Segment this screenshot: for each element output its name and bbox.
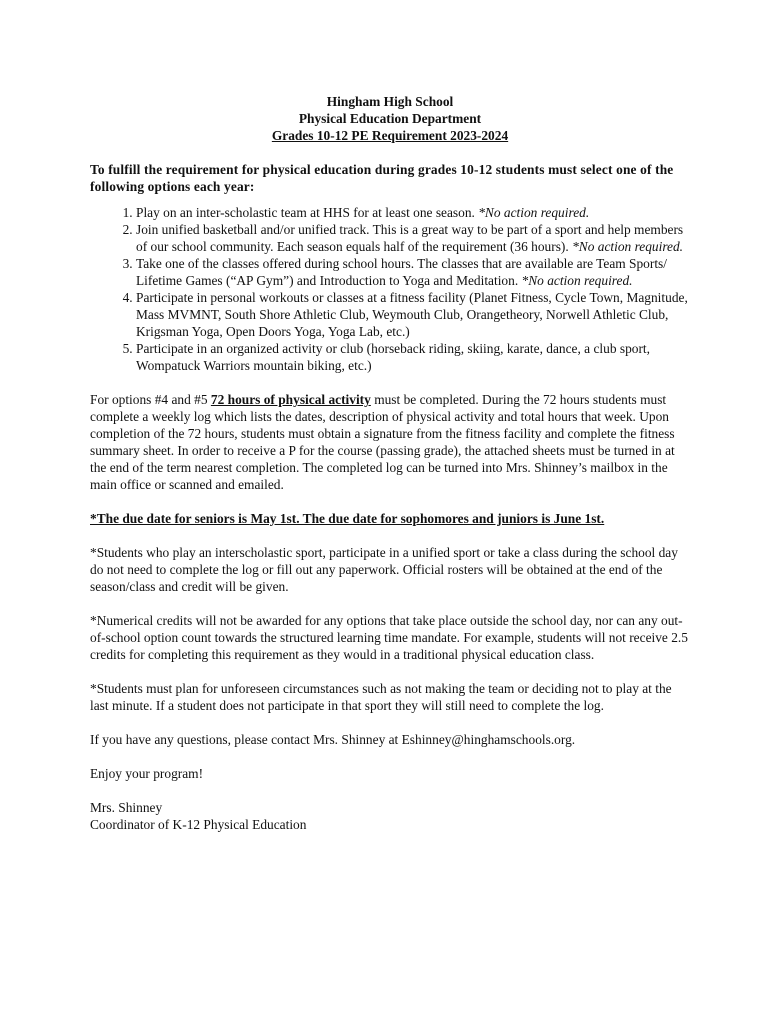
document-header (90, 93, 690, 144)
note-paragraph: *Students who play an interscholastic sport, participate in a unified sport or take a class during the school day do not need to complete the log or fill out any paperwork. Official rosters will be obtained at the end of the season/class and credit will be given. (90, 545, 678, 594)
hours-emphasis: 72 hours of physical activity (210, 392, 371, 407)
hours-paragraph (90, 391, 690, 493)
signature-title: Coordinator of K-12 Physical Education (90, 817, 307, 832)
option-text: Play on an inter-scholastic team at HHS for at least one season. (136, 205, 479, 220)
option-note: *No action required. (572, 239, 684, 254)
document-page (90, 93, 690, 833)
signature-block (90, 799, 690, 833)
option-text: Participate in personal workouts or classes at a fitness facility (Planet Fitness, Cycle Town, Magnitude, Mass MVMNT, South Shore Athletic Club, Weymouth Club, Orangetheory, Norwell Athletic Club, Krigsman Yoga, Open Doors Yoga, Yoga Lab, etc.) (136, 290, 688, 339)
intro-paragraph: To fulfill the requirement for physical education during grades 10-12 students must select one of the following options each year: (90, 162, 674, 194)
note-paragraph: *Numerical credits will not be awarded for any options that take place outside the school day, nor can any out-of-school option count towards the structured learning time mandate. For example, students will not receive 2.5 credits for completing this requirement as they would in a traditional physical education class. (90, 613, 688, 662)
signature-name: Mrs. Shinney (90, 800, 163, 815)
contact-paragraph: If you have any questions, please contact Mrs. Shinney at Eshinney@hinghamschools.org. (90, 732, 576, 747)
option-text: Take one of the classes offered during school hours. The classes that are available are Team Sports/ Lifetime Games (“AP Gym”) and Introduction to Yoga and Meditation. (136, 256, 667, 288)
department-name: Physical Education Department (298, 111, 482, 126)
option-note: *No action required. (478, 205, 590, 220)
option-item (136, 204, 690, 221)
option-item (136, 255, 690, 289)
option-note: *No action required. (521, 273, 633, 288)
option-item (136, 340, 690, 374)
document-title: Grades 10-12 PE Requirement 2023-2024 (271, 128, 509, 143)
option-item (136, 221, 690, 255)
option-text: Participate in an organized activity or club (horseback riding, skiing, karate, dance, a club sport, Wompatuck Warriors mountain biking, etc.) (136, 341, 651, 373)
options-list (90, 204, 690, 374)
hours-text-before: For options #4 and #5 (90, 392, 211, 407)
note-paragraph: *Students must plan for unforeseen circumstances such as not making the team or deciding not to play at the last minute. If a student does not participate in that sport they will still need to complete the log. (90, 681, 672, 713)
option-text: Join unified basketball and/or unified track. This is a great way to be part of a sport and help members of our school community. Each season equals half of the requirement (36 hours). (136, 222, 684, 254)
hours-text-after: must be completed. During the 72 hours students must complete a weekly log which lists the dates, description of physical activity and total hours that week. Upon completion of the 72 hours, students must obtain a signature from the fitness facility and complete the fitness summary sheet. In order to receive a P for the course (passing grade), the attached sheets must be turned in at the end of the term nearest completion. The completed log can be turned into Mrs. Shinney’s mailbox in the main office or scanned and emailed. (90, 392, 675, 492)
school-name: Hingham High School (326, 94, 454, 109)
option-item (136, 289, 690, 340)
due-date-notice: *The due date for seniors is May 1st. The due date for sophomores and juniors is June 1st. (90, 511, 605, 526)
enjoy-line: Enjoy your program! (90, 766, 204, 781)
